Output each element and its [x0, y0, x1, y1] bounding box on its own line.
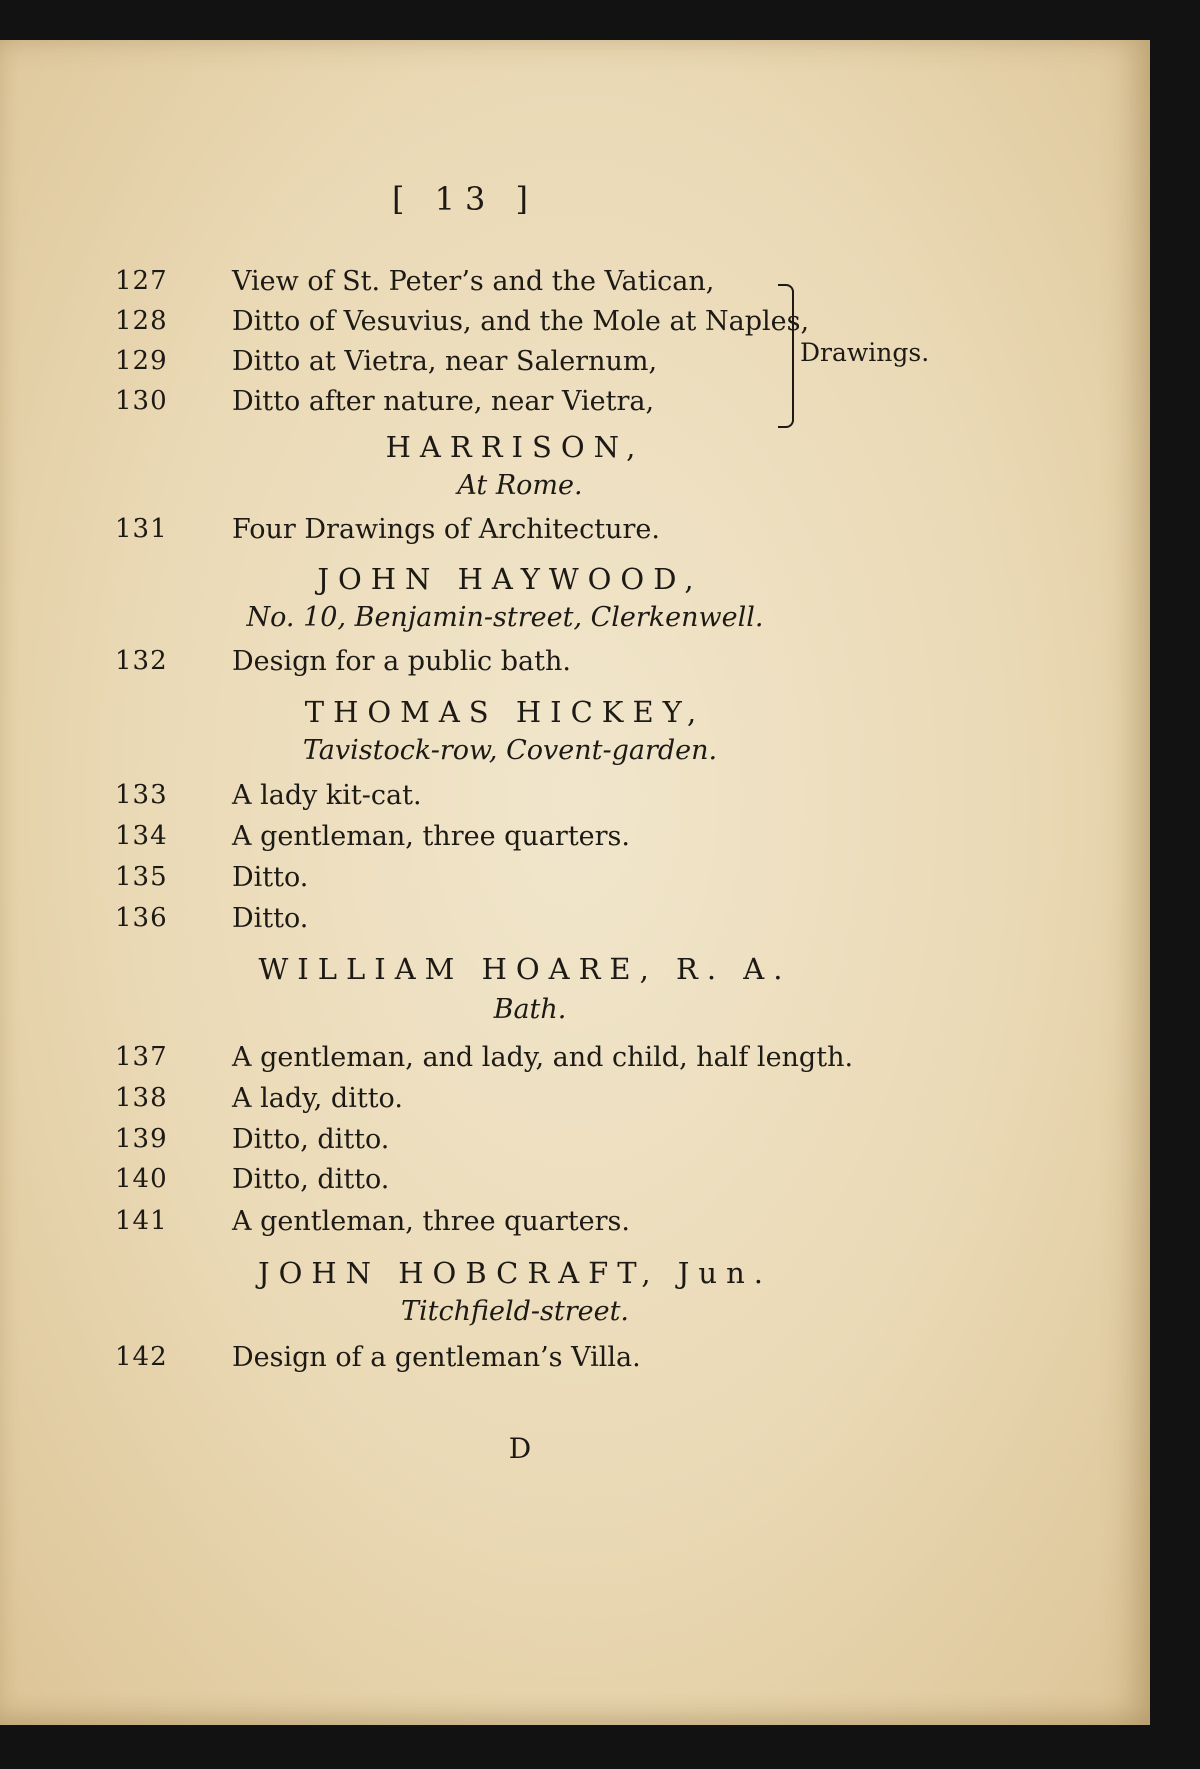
entry-title: A gentleman, and lady, and child, half length.: [232, 1042, 854, 1073]
grouping-brace: [778, 284, 794, 428]
entry-number: 136: [115, 903, 168, 933]
entry-row: [0, 903, 1150, 943]
signature-mark: D: [508, 1432, 532, 1465]
entry-title: Ditto after nature, near Vietra,: [232, 386, 655, 417]
artist-name: JOHN HAYWOOD,: [317, 562, 703, 596]
entry-row: [0, 1083, 1150, 1123]
entry-number: 130: [115, 386, 168, 416]
artist-name: HARRISON,: [385, 430, 645, 464]
entry-title: Ditto, ditto.: [232, 1124, 390, 1155]
entry-number: 129: [115, 346, 168, 376]
entry-title: A lady kit-cat.: [232, 780, 422, 811]
entry-title: View of St. Peter’s and the Vatican,: [232, 266, 715, 297]
entry-row: [0, 1164, 1150, 1204]
entry-row: [0, 1206, 1150, 1246]
entry-number: 139: [115, 1124, 168, 1154]
artist-address: At Rome.: [457, 470, 583, 501]
entry-row: [0, 821, 1150, 861]
entry-title: A gentleman, three quarters.: [232, 821, 630, 852]
entry-title: A lady, ditto.: [232, 1083, 403, 1114]
entry-title: Design of a gentleman’s Villa.: [232, 1342, 641, 1373]
catalogue-page: [0, 40, 1150, 1725]
artist-address: No. 10, Benjamin-street, Clerkenwell.: [246, 602, 764, 633]
entry-number: 132: [115, 646, 168, 676]
artist-name: JOHN HOBCRAFT, Jun.: [257, 1256, 772, 1290]
entry-row: [0, 862, 1150, 902]
running-head: [ 13 ]: [391, 180, 539, 218]
entry-title: Ditto.: [232, 862, 309, 893]
entry-row: [0, 266, 1150, 306]
entry-number: 138: [115, 1083, 168, 1113]
entry-row: [0, 1042, 1150, 1082]
entry-title: Ditto of Vesuvius, and the Mole at Naples,: [232, 306, 810, 337]
entry-number: 135: [115, 862, 168, 892]
entry-row: [0, 1124, 1150, 1164]
entry-row: [0, 514, 1150, 554]
entry-title: A gentleman, three quarters.: [232, 1206, 630, 1237]
artist-address: Tavistock-row, Covent-garden.: [302, 735, 718, 766]
entry-number: 142: [115, 1342, 168, 1372]
entry-number: 141: [115, 1206, 168, 1236]
entry-title: Ditto.: [232, 903, 309, 934]
entry-title: Ditto at Vietra, near Salernum,: [232, 346, 658, 377]
entry-number: 140: [115, 1164, 168, 1194]
entry-row: [0, 780, 1150, 820]
artist-address: Titchfield-street.: [400, 1296, 630, 1327]
entry-number: 134: [115, 821, 168, 851]
artist-address: Bath.: [493, 994, 567, 1025]
entry-row: [0, 646, 1150, 686]
brace-label: Drawings.: [800, 338, 930, 367]
artist-name: WILLIAM HOARE, R. A.: [258, 952, 792, 986]
entry-row: [0, 1342, 1150, 1382]
entry-row: [0, 346, 1150, 386]
entry-number: 127: [115, 266, 168, 296]
entry-number: 128: [115, 306, 168, 336]
entry-row: [0, 386, 1150, 426]
entry-row: [0, 306, 1150, 346]
entry-number: 131: [115, 514, 168, 544]
entry-number: 137: [115, 1042, 168, 1072]
artist-name: THOMAS HICKEY,: [304, 695, 706, 729]
entry-title: Design for a public bath.: [232, 646, 571, 677]
entry-title: Four Drawings of Architecture.: [232, 514, 660, 545]
entry-number: 133: [115, 780, 168, 810]
entry-title: Ditto, ditto.: [232, 1164, 390, 1195]
